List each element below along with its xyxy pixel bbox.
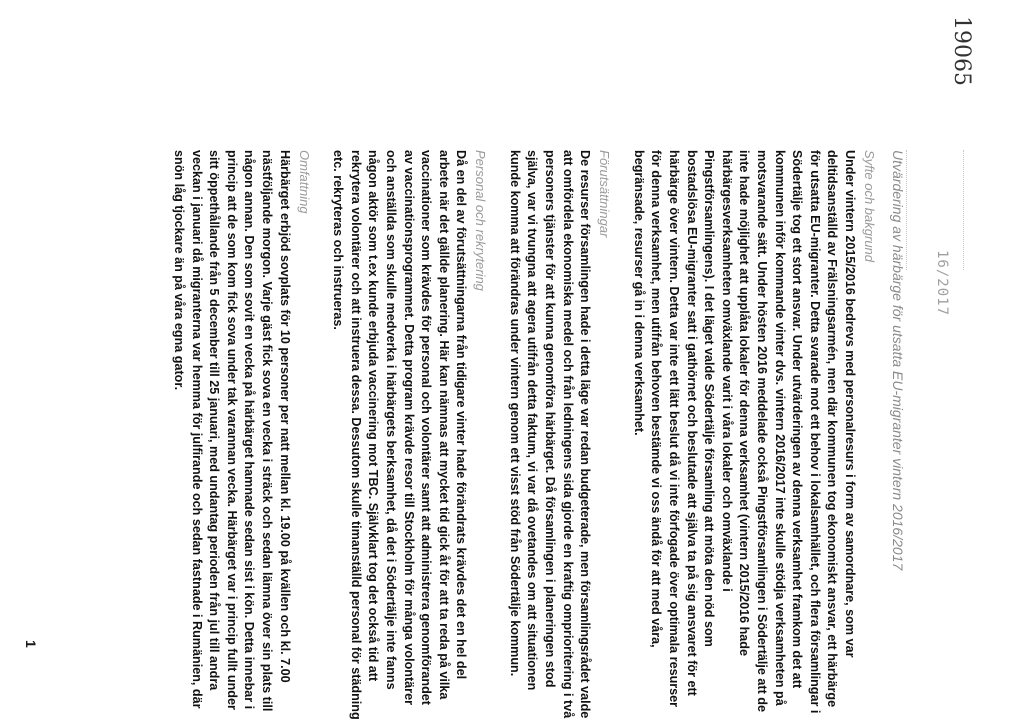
section-omfattning (169, 150, 312, 720)
section-paragraph: Härbärget erbjöd sovplats för 10 personer per natt mellan kl. 19.00 på kvällen och kl. 7.00 nästföljande morgon. Varje gäst fick sova en vecka i sträck och sedan lämna över sin plats till någon annan. Den som sovit en vecka på härbärget hamnade sedan sist i kön. Detta innebar i princip att de som kom fick sova under tak varannan vecka. Härbärget var i princip fullt under sitt öppethållande från 5 december till 25 januari, med undantag perioden från jul till andra veckan i januari då migranterna var hemma för julfirande och sedan fastnade i Rumänien, där snön låg tjockare än på våra egna gator. (172, 150, 292, 712)
section-paragraph: Under vintern 2015/2016 bedrevs med personalresurs i form av samordnare, som var deltidsanställd av Frälsningsarmén, men där kommunen tog ekonomiskt ansvar, ett härbärge för utsatta EU-migranter. Detta svarade mot ett behov i lokalsamhället, och flera församlingar i Södertälje tog ett stort ansvar. Under utvärderingen av denna verksamhet framkom det att kommunen inför kommande vinter dvs. vintern 2016/2017 inte skulle stödja verksamheten på motsvarande sätt. Under hösten 2016 meddelade också Pingstförsamlingen i Södertälje att de inte hade möjlighet att upplåta lokaler för denna verksamhet (vintern 2015/2016 hade härbärgesverksamheten omväxlande varit i våra lokaler och omväxlande i Pingstförsamlingens). I det läget valde Södertälje församling att möta den nöd som bostadslösa EU-migranter satt i gathörnet och beslutade att själva ta på sig ansvaret för ett härbärge över vintern. Detta var inte ett lätt beslut då vi inte förfogade över optimala resurser för denna verksamhet, men utifrån behoven bestämde vi oss ändå för att med våra, begränsade, resurser gå in i denna verksamhet. (631, 150, 857, 714)
document-body (153, 150, 878, 720)
reference-number: 19065 (949, 16, 974, 86)
section-personal (329, 150, 490, 720)
page-number: 1 (23, 640, 39, 648)
section-heading: Personal och rekrytering (473, 150, 489, 291)
section-heading: Förutsättningar (597, 150, 613, 238)
section-heading: Syfte och bakgrund (862, 150, 877, 263)
section-paragraph: De resurser församlingen hade i detta läge var redan budgeterade, men församlingsrådet valde att omfördela ekonomiska medel och från ledningens sida gjorde en kraftig omprioritering i två personers tjänster för att kunna genomföra härbärget. Då församlingen i planeringen stod själva, var vi tvungna att agera utifrån detta faktum, vi var då ovetandes om att situationen kunde komma att förändras under vintern genom ett visst stöd från Södertälje kommun. (507, 150, 593, 719)
section-forutsattningar (505, 150, 613, 720)
document-title: Utvärdering av härbärge för utsatta EU-migranter vintern 2016/2017 (890, 150, 906, 571)
section-heading: Omfattning (296, 150, 312, 214)
section-paragraph: Då en del av förutsättningarna från tidigare vinter hade förändrats krävdes det en hel del arbete när det gällde planering. Här kan nämnas att mycket tid gick åt för att ta reda på vilka vaccinationer som krävdes för personal och volontärer samt att administrera genomförandet av vaccinationsprogrammet. Detta program krävde resor till Stockholm för många volontärer och anställda som skulle medverka i härbärgets berksamhet, då det i Södertälje inte fanns någon aktör som t.ex kunde erbjuda vaccinering mot TBC. Självklart tog det också tid att rekrytera volontärer och att instruera dessa. Dessutom skulle timanställd personal för städning etc. rekryteras och instrueras. (331, 150, 469, 720)
stamp-date: 16/2017 (934, 250, 950, 317)
section-syfte (629, 150, 878, 720)
